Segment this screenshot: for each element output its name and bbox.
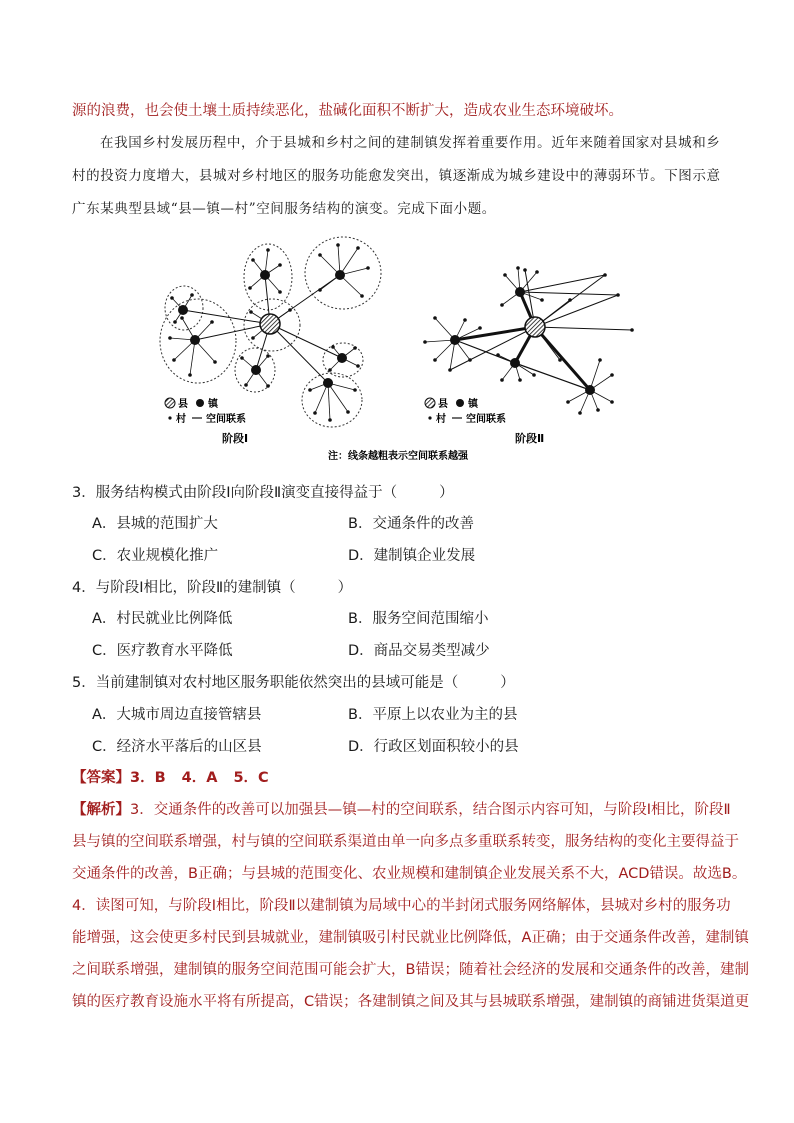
intro-paragraph-line: 广东某典型县域“县—镇—村”空间服务结构的演变。完成下面小题。 <box>72 201 496 217</box>
legend-village: 村 <box>176 414 186 425</box>
analysis-line: 4．读图可知，与阶段Ⅰ相比，阶段Ⅱ以建制镇为局域中心的半封闭式服务网络解体，县城对乡村的服务功 <box>72 898 731 914</box>
legend-village: 村 <box>436 414 446 425</box>
analysis-line: 之间联系增强，建制镇的服务空间范围可能会扩大，B错误；随着社会经济的发展和交通条件的改善，建制 <box>72 962 749 978</box>
question-5-option-d: D．行政区划面积较小的县 <box>348 739 519 755</box>
question-5-stem: 5．当前建制镇对农村地区服务职能依然突出的县域可能是（ ） <box>72 675 515 691</box>
question-4-stem: 4．与阶段Ⅰ相比，阶段Ⅱ的建制镇（ ） <box>72 580 353 596</box>
stage-2-label: 阶段Ⅱ <box>515 432 545 445</box>
answer-line: 【答案】3．B 4．A 5．C <box>72 770 269 786</box>
legend-county: 县 <box>438 399 448 410</box>
question-4-option-b: B．服务空间范围缩小 <box>348 611 489 627</box>
stage-2-diagram <box>423 266 634 445</box>
analysis-line: 【解析】3．交通条件的改善可以加强县—镇—村的空间联系，结合图示内容可知，与阶段Ⅰ相比，阶段Ⅱ <box>72 802 731 818</box>
legend-town: 镇 <box>208 399 218 410</box>
analysis-line: 能增强，这会使更多村民到县城就业，建制镇吸引村民就业比例降低，A正确；由于交通条件改善，建制镇 <box>72 930 749 946</box>
question-3-option-a: A．县城的范围扩大 <box>92 516 218 532</box>
analysis-line: 交通条件的改善，B正确；与县城的范围变化、农业规模和建制镇企业发展关系不大，ACD错误。故选B。 <box>72 866 747 882</box>
legend-link: 空间联系 <box>466 414 506 425</box>
legend-link: 空间联系 <box>206 414 246 425</box>
question-3-option-b: B．交通条件的改善 <box>348 516 474 532</box>
intro-paragraph-line: 村的投资力度增大，县城对乡村地区的服务功能愈发突出，镇逐渐成为城乡建设中的薄弱环节。下图示意 <box>72 168 721 184</box>
question-5-option-c: C．经济水平落后的山区县 <box>92 739 262 755</box>
question-3-option-c: C．农业规模化推广 <box>92 548 219 564</box>
stage-1-label: 阶段Ⅰ <box>222 432 249 445</box>
question-4-option-a: A．村民就业比例降低 <box>92 611 233 627</box>
intro-paragraph-line: 在我国乡村发展历程中，介于县城和乡村之间的建制镇发挥着重要作用。近年来随着国家对县城和乡 <box>100 135 721 151</box>
analysis-line: 镇的医疗教育设施水平将有所提高，C错误；各建制镇之间及其与县城联系增强，建制镇的商铺进货渠道更 <box>72 994 750 1010</box>
intro-line: 源的浪费，也会使土壤土质持续恶化，盐碱化面积不断扩大，造成农业生态环境破坏。 <box>72 103 623 119</box>
question-3-option-d: D．建制镇企业发展 <box>348 548 476 564</box>
county-town-village-diagram <box>150 230 650 465</box>
figure-note: 注：线条越粗表示空间联系越强 <box>328 451 468 462</box>
legend-county: 县 <box>178 399 188 410</box>
stage-1-diagram <box>160 237 381 445</box>
question-5-option-b: B．平原上以农业为主的县 <box>348 707 518 723</box>
question-4-option-c: C．医疗教育水平降低 <box>92 643 233 659</box>
question-5-option-a: A．大城市周边直接管辖县 <box>92 707 262 723</box>
analysis-label: 【解析】 <box>72 802 130 818</box>
legend-town: 镇 <box>468 399 478 410</box>
question-3-stem: 3．服务结构模式由阶段Ⅰ向阶段Ⅱ演变直接得益于（ ） <box>72 485 454 501</box>
analysis-line: 县与镇的空间联系增强，村与镇的空间联系渠道由单一向多点多重联系转变，服务结构的变化主要得益于 <box>72 834 739 850</box>
answer-label: 【答案】 <box>72 770 130 786</box>
question-4-option-d: D．商品交易类型减少 <box>348 643 490 659</box>
